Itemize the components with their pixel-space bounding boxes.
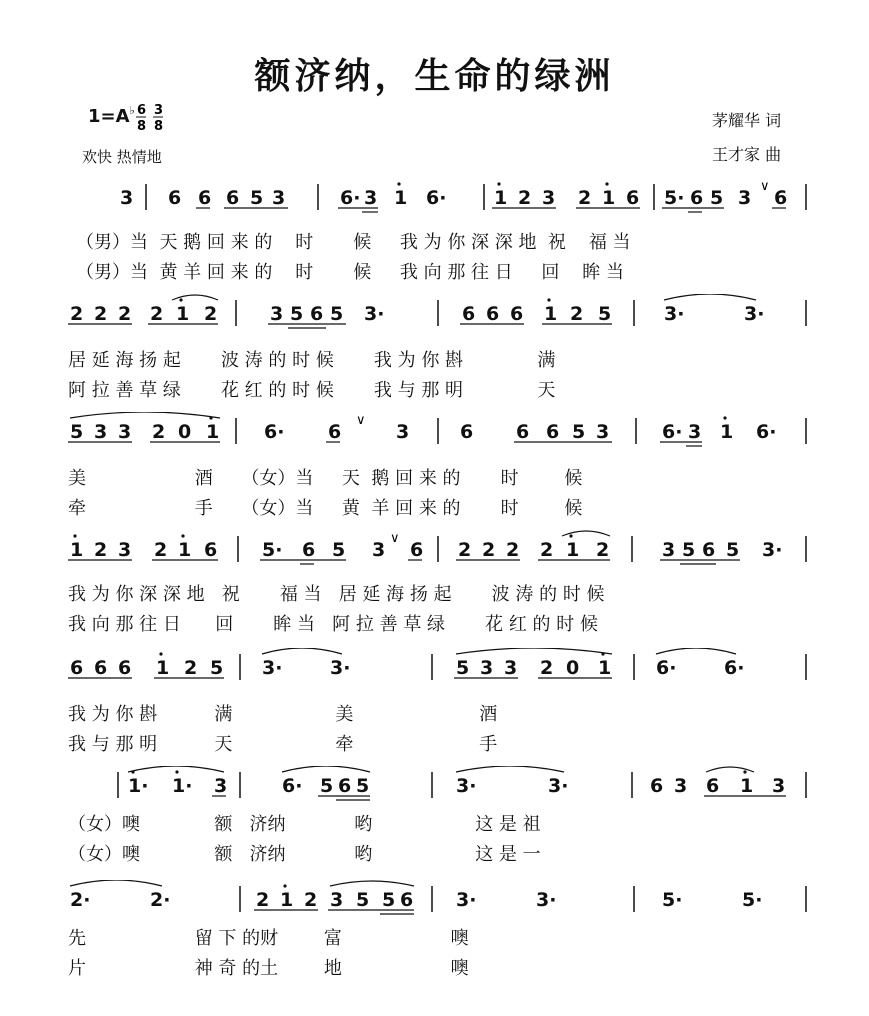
svg-text:3: 3	[396, 421, 410, 443]
system-5	[0, 648, 869, 758]
notation-line	[0, 530, 869, 570]
notation-line	[0, 412, 869, 452]
svg-text:3: 3	[364, 187, 378, 209]
svg-text:3·: 3·	[456, 775, 477, 797]
key-label: 1=A	[88, 106, 130, 127]
svg-text:6: 6	[328, 421, 342, 443]
lyric-verse-1: （女）噢 额 济纳 哟 这 是 祖	[68, 814, 541, 835]
lyric-verse-2: 牵 手 （女）当 黄 羊 回 来 的 时 候	[68, 498, 583, 519]
svg-text:2: 2	[482, 539, 496, 561]
svg-text:3: 3	[372, 539, 386, 561]
svg-text:2: 2	[94, 539, 108, 561]
svg-text:2: 2	[506, 539, 520, 561]
svg-text:1: 1	[566, 539, 580, 561]
svg-text:5: 5	[710, 187, 724, 209]
svg-text:1: 1	[740, 775, 754, 797]
system-2	[0, 294, 869, 404]
svg-text:6: 6	[774, 187, 788, 209]
system-6	[0, 766, 869, 876]
lyric-verse-1: 美 酒 （女）当 天 鹅 回 来 的 时 候	[68, 468, 583, 489]
svg-text:3·: 3·	[548, 775, 569, 797]
svg-text:1: 1	[544, 303, 558, 325]
svg-text:5: 5	[330, 303, 344, 325]
svg-text:3: 3	[330, 889, 344, 911]
svg-text:1: 1	[206, 421, 220, 443]
svg-text:∨: ∨	[760, 179, 770, 194]
svg-text:2: 2	[518, 187, 532, 209]
svg-text:2·: 2·	[150, 889, 171, 911]
lyric-verse-1: 居 延 海 扬 起 波 涛 的 时 候 我 为 你 斟 满	[68, 350, 556, 371]
lyric-verse-1: （男）当 天 鹅 回 来 的 时 候 我 为 你 深 深 地 祝 福 当	[76, 232, 631, 253]
svg-text:2: 2	[70, 303, 84, 325]
svg-text:5: 5	[572, 421, 586, 443]
svg-text:6: 6	[302, 539, 316, 561]
lyric-verse-2: 阿 拉 善 草 绿 花 红 的 时 候 我 与 那 明 天	[68, 380, 556, 401]
lyric-verse-2: 片 神 奇 的土 地 噢	[68, 958, 469, 979]
system-4	[0, 530, 869, 640]
svg-text:3·: 3·	[762, 539, 783, 561]
svg-text:6·: 6·	[724, 657, 745, 679]
composer-credit: 王才家 曲	[712, 145, 782, 164]
svg-text:3·: 3·	[744, 303, 765, 325]
svg-text:3: 3	[662, 539, 676, 561]
svg-text:6: 6	[118, 657, 132, 679]
system-3	[0, 412, 869, 522]
svg-text:5·: 5·	[662, 889, 683, 911]
svg-text:2: 2	[458, 539, 472, 561]
svg-text:5·: 5·	[262, 539, 283, 561]
svg-text:1: 1	[394, 187, 408, 209]
svg-text:6·: 6·	[426, 187, 447, 209]
svg-text:5: 5	[382, 889, 396, 911]
notation-line	[0, 294, 869, 334]
svg-text:6: 6	[486, 303, 500, 325]
lyric-verse-1: 我 为 你 斟 满 美 酒	[68, 704, 498, 725]
svg-text:2: 2	[256, 889, 270, 911]
svg-text:5: 5	[250, 187, 264, 209]
svg-text:1: 1	[494, 187, 508, 209]
svg-text:2: 2	[540, 657, 554, 679]
svg-text:2: 2	[304, 889, 318, 911]
svg-text:1·: 1·	[172, 775, 193, 797]
svg-text:2: 2	[184, 657, 198, 679]
svg-text:3: 3	[154, 103, 164, 118]
svg-text:3: 3	[480, 657, 494, 679]
svg-text:6: 6	[204, 539, 218, 561]
system-1	[0, 178, 869, 288]
svg-text:∨: ∨	[390, 531, 400, 546]
key-signature	[88, 104, 135, 127]
svg-text:5: 5	[456, 657, 470, 679]
svg-text:6: 6	[706, 775, 720, 797]
svg-text:6·: 6·	[662, 421, 683, 443]
svg-text:6: 6	[168, 187, 182, 209]
lyricist-credit: 茅耀华 词	[712, 111, 782, 130]
svg-text:6: 6	[338, 775, 352, 797]
svg-text:3: 3	[94, 421, 108, 443]
svg-text:1: 1	[176, 303, 190, 325]
svg-text:6: 6	[626, 187, 640, 209]
svg-text:2: 2	[578, 187, 592, 209]
svg-text:6·: 6·	[264, 421, 285, 443]
svg-text:2: 2	[570, 303, 584, 325]
svg-text:0: 0	[178, 421, 192, 443]
tempo-marking: 欢快 热情地	[82, 148, 162, 166]
svg-text:6·: 6·	[756, 421, 777, 443]
svg-text:3: 3	[738, 187, 752, 209]
svg-text:5: 5	[70, 421, 84, 443]
svg-text:2: 2	[204, 303, 218, 325]
svg-text:5: 5	[598, 303, 612, 325]
svg-text:5: 5	[356, 889, 370, 911]
lyric-verse-2: （男）当 黄 羊 回 来 的 时 候 我 向 那 往 日 回 眸 当	[76, 262, 624, 283]
svg-text:5: 5	[356, 775, 370, 797]
svg-text:6: 6	[410, 539, 424, 561]
svg-text:3: 3	[272, 187, 286, 209]
svg-text:5: 5	[290, 303, 304, 325]
svg-text:1: 1	[156, 657, 170, 679]
notation-line	[0, 880, 869, 920]
svg-text:6: 6	[546, 421, 560, 443]
svg-text:0: 0	[566, 657, 580, 679]
svg-text:6: 6	[516, 421, 530, 443]
svg-text:6: 6	[650, 775, 664, 797]
svg-text:3: 3	[270, 303, 284, 325]
svg-text:5: 5	[332, 539, 346, 561]
svg-text:2: 2	[596, 539, 610, 561]
svg-text:8: 8	[154, 119, 164, 134]
svg-text:3·: 3·	[664, 303, 685, 325]
svg-text:3: 3	[596, 421, 610, 443]
svg-text:6: 6	[400, 889, 414, 911]
svg-text:3: 3	[674, 775, 688, 797]
flat-sign: ♭	[129, 104, 135, 117]
lyric-verse-1: 我 为 你 深 深 地 祝 福 当 居 延 海 扬 起 波 涛 的 时 候	[68, 584, 605, 605]
svg-text:2·: 2·	[70, 889, 91, 911]
notation-line	[0, 766, 869, 806]
svg-text:6·: 6·	[282, 775, 303, 797]
svg-text:6: 6	[198, 187, 212, 209]
svg-text:5·: 5·	[664, 187, 685, 209]
lyric-verse-1: 先 留 下 的财 富 噢	[68, 928, 469, 949]
svg-text:3: 3	[120, 187, 134, 209]
svg-text:3: 3	[214, 775, 228, 797]
lyric-verse-2: 我 与 那 明 天 牵 手	[68, 734, 498, 755]
svg-text:1·: 1·	[128, 775, 149, 797]
song-title: 额济纳，生命的绿洲	[254, 56, 615, 97]
svg-text:2: 2	[152, 421, 166, 443]
svg-text:6·: 6·	[340, 187, 361, 209]
svg-text:3: 3	[688, 421, 702, 443]
lyric-verse-2: （女）噢 额 济纳 哟 这 是 一	[68, 844, 541, 865]
notation-line	[0, 178, 869, 218]
svg-text:3·: 3·	[262, 657, 283, 679]
notation-line	[0, 648, 869, 688]
svg-text:3: 3	[118, 421, 132, 443]
svg-text:5: 5	[726, 539, 740, 561]
svg-text:3·: 3·	[536, 889, 557, 911]
svg-text:6: 6	[510, 303, 524, 325]
svg-text:3: 3	[504, 657, 518, 679]
svg-text:3: 3	[118, 539, 132, 561]
svg-text:1: 1	[70, 539, 84, 561]
svg-text:5: 5	[320, 775, 334, 797]
svg-text:3·: 3·	[330, 657, 351, 679]
svg-text:6: 6	[702, 539, 716, 561]
svg-text:1: 1	[598, 657, 612, 679]
svg-text:2: 2	[118, 303, 132, 325]
lyric-verse-2: 我 向 那 往 日 回 眸 当 阿 拉 善 草 绿 花 红 的 时 候	[68, 614, 598, 635]
svg-text:6: 6	[94, 657, 108, 679]
svg-text:1: 1	[280, 889, 294, 911]
svg-text:2: 2	[150, 303, 164, 325]
svg-text:5·: 5·	[742, 889, 763, 911]
svg-text:6: 6	[460, 421, 474, 443]
svg-text:3·: 3·	[456, 889, 477, 911]
svg-text:6: 6	[70, 657, 84, 679]
svg-text:1: 1	[602, 187, 616, 209]
svg-text:3: 3	[772, 775, 786, 797]
svg-text:5: 5	[682, 539, 696, 561]
system-7	[0, 880, 869, 990]
svg-text:6: 6	[462, 303, 476, 325]
svg-text:3·: 3·	[364, 303, 385, 325]
time-signature	[129, 100, 172, 136]
svg-text:2: 2	[94, 303, 108, 325]
svg-text:8: 8	[137, 119, 147, 134]
svg-text:1: 1	[178, 539, 192, 561]
svg-text:6: 6	[690, 187, 704, 209]
svg-text:6·: 6·	[656, 657, 677, 679]
svg-text:6: 6	[137, 103, 147, 118]
svg-text:6: 6	[226, 187, 240, 209]
svg-text:1: 1	[720, 421, 734, 443]
svg-text:2: 2	[540, 539, 554, 561]
svg-text:6: 6	[310, 303, 324, 325]
svg-text:3: 3	[542, 187, 556, 209]
svg-text:2: 2	[154, 539, 168, 561]
svg-text:∨: ∨	[356, 413, 366, 428]
svg-text:5: 5	[210, 657, 224, 679]
